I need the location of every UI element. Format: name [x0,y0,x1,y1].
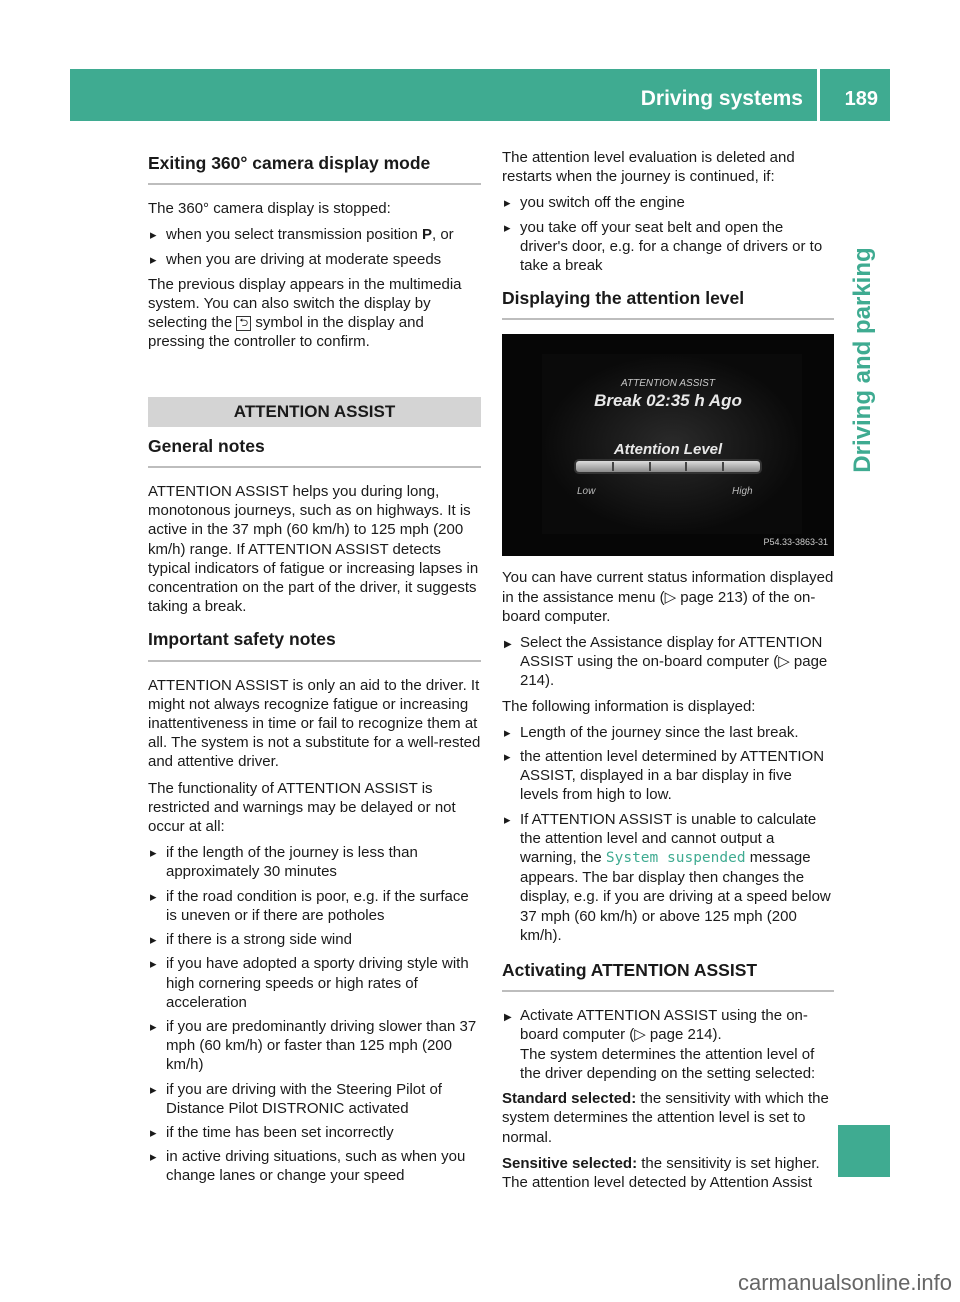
label-sensitive: Sensitive selected: [502,1154,638,1172]
list-item: ▸ in active driving situations, such as when you change lanes or change your speed [148,1147,481,1185]
heading-displaying-level: Displaying the attention level [502,289,834,320]
paragraph: ATTENTION ASSIST is only an aid to the driver. It might not always recognize fatigue or increasing inattentiveness in time or fail to recognize them at all. The system is not a substitute for a well-rested and attentive driver. [148,676,481,771]
instruction-step: ▶ Select the Assistance display for ATTENTION ASSIST using the on-board computer (▷ page 214). [502,633,834,691]
heading-exiting-camera: Exiting 360° camera display mode [148,154,481,185]
screen-high-label: High [732,486,753,498]
page-header [70,69,890,121]
attention-level-bar [576,461,760,472]
screen-level-label: Attention Level [613,441,723,459]
side-tab-marker [838,1125,890,1177]
screen-break-time: Break 02:35 h Ago [594,391,742,411]
list-item: ▸ you take off your seat belt and open the driver's door, e.g. for a change of drivers or to take a break [502,218,834,276]
bullet-list [502,193,834,275]
screen-title: ATTENTION ASSIST [621,378,715,390]
section-title: Driving systems [641,69,820,121]
instruction-step: ▶ Activate ATTENTION ASSIST using the on-board computer (▷ page 214). The system determines the attention level of the driver depending on the setting selected: [502,1006,834,1083]
right-column [502,148,834,1199]
paragraph: The previous display appears in the multimedia system. You can also switch the display by selecting the ⮌ symbol in the display and pressing the controller to confirm. [148,275,462,351]
level-segment-divider [649,462,651,471]
list-item: ▸ the attention level determined by ATTENTION ASSIST, displayed in a bar display in five levels from high to low. [502,747,834,805]
list-item: ▸ when you select transmission position P, or [148,225,481,244]
label-standard: Standard selected: [502,1090,637,1108]
image-code: P54.33-3863-31 [763,537,828,548]
paragraph: The functionality of ATTENTION ASSIST is restricted and warnings may be delayed or not occur at all: [148,779,456,836]
list-item: ▸ when you are driving at moderate speeds [148,250,481,269]
paragraph: ATTENTION ASSIST helps you during long, monotonous journeys, such as on highways. It is active in the 37 mph (60 km/h) to 125 mph (200 km/h) range. If ATTENTION ASSIST detects typical indicators of fatigue or increasing lapses in concentration on the part of the driver, it suggests taking a break. [148,483,479,616]
level-segment-divider [612,462,614,471]
list-item: ▸ if there is a strong side wind [148,930,481,949]
heading-general-notes: General notes [148,437,481,468]
list-item: ▸ if the road condition is poor, e.g. if the surface is uneven or if there are potholes [148,887,481,925]
section-band: ATTENTION ASSIST [148,397,481,427]
level-segment-divider [685,462,687,471]
paragraph: The following information is displayed: [502,697,756,715]
paragraph: Standard selected: the sensitivity with which the system determines the attention level is set to normal. [502,1090,829,1146]
side-tab-label: Driving and parking [849,247,876,473]
watermark: carmanualsonline.info [737,1270,952,1295]
bullet-list [148,843,481,1185]
list-item: ▸ if you have adopted a sporty driving style with high cornering speeds or high rates of acceleration [148,954,481,1012]
level-segment-divider [722,462,724,471]
list-item: ▸ Length of the journey since the last break. [502,723,834,742]
back-symbol-icon: ⮌ [236,316,251,331]
heading-activating: Activating ATTENTION ASSIST [502,961,834,992]
bullet-list [148,225,481,268]
list-item: ▸ if you are driving with the Steering Pilot of Distance Pilot DISTRONIC activated [148,1080,481,1118]
bullet-list [502,723,834,945]
list-item: ▸ If ATTENTION ASSIST is unable to calculate the attention level and cannot output a warning, the System suspended message appears. The bar display then changes the display, e.g. if you are driving at a speed below 37 mph (60 km/h) or above 125 mph (200 km/h). [502,810,834,945]
list-item: ▸ you switch off the engine [502,193,834,212]
paragraph: You can have current status information displayed in the assistance menu (▷ page 213) of the on-board computer. [502,569,834,625]
paragraph: The 360° camera display is stopped: [148,200,391,218]
list-item: ▸ if the time has been set incorrectly [148,1123,481,1142]
attention-display-image [502,334,834,556]
gear-position: P [421,226,432,244]
heading-safety-notes: Important safety notes [148,630,481,661]
list-item: ▸ if the length of the journey is less than approximately 30 minutes [148,843,481,881]
paragraph: Sensitive selected: the sensitivity is set higher. The attention level detected by Attention Assist [502,1154,820,1191]
page-number: 189 [844,88,878,110]
list-item: ▸ if you are predominantly driving slower than 37 mph (60 km/h) or faster than 125 mph (200 km/h) [148,1017,481,1075]
paragraph: The attention level evaluation is deleted and restarts when the journey is continued, if: [502,149,795,186]
system-message-code: System suspended [605,850,746,867]
screen-low-label: Low [577,486,596,498]
left-column [148,148,481,1192]
